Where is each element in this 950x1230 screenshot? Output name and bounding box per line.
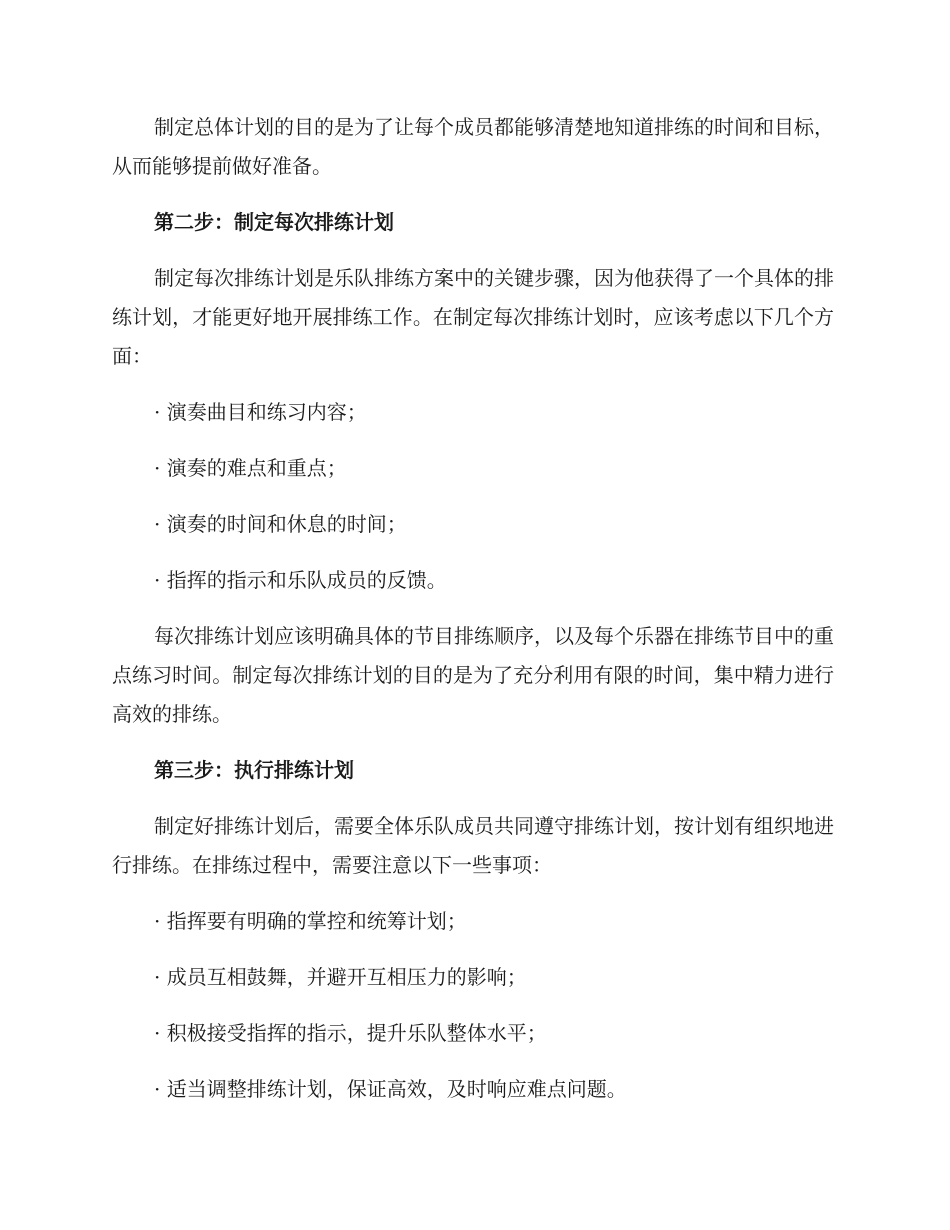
bullet-item: · 成员互相鼓舞，并避开互相压力的影响； [154, 965, 527, 989]
paragraph-rehearsal-order: 每次排练计划应该明确具体的节目排练顺序，以及每个乐器在排练节目中的重点练习时间。制定每次排练计划的目的是为了充分利用有限的时间，集中精力进行高效的排练。 [112, 624, 834, 726]
heading-step-two: 第二步：制定每次排练计划 [154, 210, 394, 234]
bullet-item: · 指挥的指示和乐队成员的反馈。 [154, 568, 447, 592]
bullet-item: · 适当调整排练计划，保证高效，及时响应难点问题。 [154, 1077, 627, 1101]
bullet-item: · 积极接受指挥的指示，提升乐队整体水平； [154, 1021, 547, 1045]
heading-step-three: 第三步：执行排练计划 [154, 758, 354, 782]
document-page [112, 108, 834, 1109]
paragraph-execute-plan: 制定好排练计划后，需要全体乐队成员共同遵守排练计划，按计划有组织地进行排练。在排练过程中，需要注意以下一些事项： [112, 814, 834, 877]
bullet-item: · 演奏曲目和练习内容； [154, 400, 367, 424]
paragraph-goal-overall-plan: 制定总体计划的目的是为了让每个成员都能够清楚地知道排练的时间和目标，从而能够提前做好准备。 [112, 115, 834, 178]
bullet-item: · 指挥要有明确的掌控和统筹计划； [154, 909, 467, 933]
paragraph-each-rehearsal-plan: 制定每次排练计划是乐队排练方案中的关键步骤，因为他获得了一个具体的排练计划，才能更好地开展排练工作。在制定每次排练计划时，应该考虑以下几个方面： [112, 266, 834, 368]
bullet-item: · 演奏的难点和重点； [154, 456, 347, 480]
bullet-item: · 演奏的时间和休息的时间； [154, 512, 407, 536]
